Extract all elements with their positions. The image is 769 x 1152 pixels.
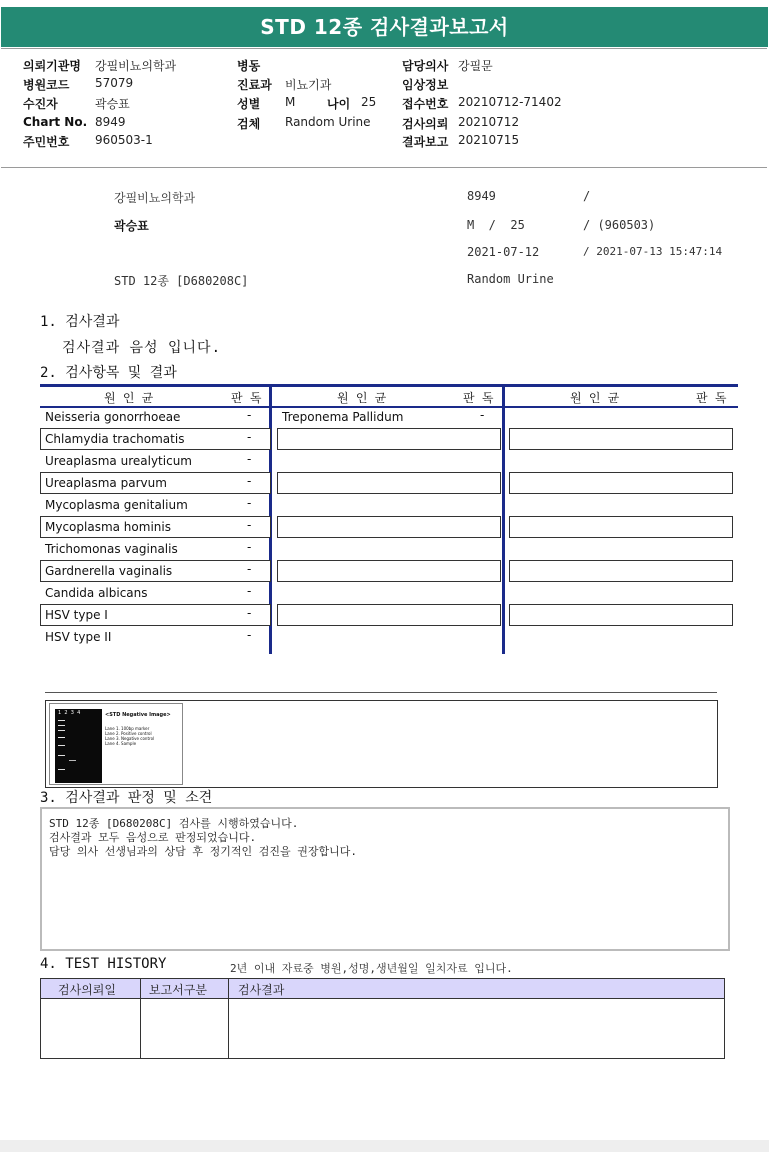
- history-note: 2년 이내 자료중 병원,성명,생년월일 일치자료 입니다.: [230, 962, 513, 975]
- organism-result: -: [247, 540, 252, 554]
- page-footer-bar: [0, 1140, 769, 1152]
- organism-name: Candida albicans: [45, 586, 148, 600]
- organism-name: Trichomonas vaginalis: [45, 542, 178, 556]
- gel-band: [58, 725, 65, 726]
- gel-caption-line: Lane 3. Negative control: [105, 736, 155, 741]
- history-header-row: [41, 979, 724, 999]
- specimen-value: Random Urine: [285, 115, 371, 129]
- organism-result: -: [247, 562, 252, 576]
- row-box: [509, 472, 733, 494]
- opinion-line: 검사결과 모두 음성으로 판정되었습니다.: [49, 831, 257, 844]
- organism-result: -: [247, 452, 252, 466]
- column-divider: [502, 384, 505, 654]
- patient-label: 수진자: [23, 97, 58, 111]
- col-organism-3: 원 인 균: [570, 391, 620, 405]
- organism-name: Chlamydia trachomatis: [45, 432, 185, 446]
- organism-name: Treponema Pallidum: [282, 410, 404, 424]
- row-box: [509, 604, 733, 626]
- history-col-result: 검사결과: [238, 983, 285, 997]
- col-organism-1: 원 인 균: [104, 391, 154, 405]
- hospital-label: 의뢰기관명: [23, 59, 81, 73]
- age-value: 25: [361, 95, 377, 109]
- gel-caption: [105, 726, 154, 746]
- patient-value: 곽승표: [95, 97, 130, 111]
- section2-heading: 2. 검사항목 및 결과: [40, 365, 177, 381]
- row-box: [509, 560, 733, 582]
- gel-band: [58, 730, 65, 731]
- row-box: [509, 428, 733, 450]
- organism-name: HSV type I: [45, 608, 108, 622]
- receipt-label: 접수번호: [402, 97, 449, 111]
- row-box: [277, 428, 501, 450]
- patient-header: [1, 48, 767, 168]
- summary-patient: 곽승표: [114, 219, 149, 233]
- row-box: [509, 516, 733, 538]
- gel-photo: [49, 703, 183, 785]
- organism-result: -: [480, 408, 485, 422]
- chart-label: Chart No.: [23, 115, 88, 129]
- request-value: 20210712: [458, 115, 520, 129]
- code-label: 병원코드: [23, 78, 70, 92]
- history-col-divider: [140, 979, 141, 1058]
- organism-result: -: [247, 584, 252, 598]
- opinion-line: 담당 의사 선생님과의 상담 후 정기적인 검진을 권장합니다.: [49, 845, 358, 858]
- report-label: 결과보고: [402, 135, 449, 149]
- sex-value: M: [285, 95, 296, 109]
- opinion-box: [40, 807, 730, 951]
- col-result-1: 판 독: [231, 391, 262, 405]
- opinion-line: STD 12종 [D680208C] 검사를 시행하였습니다.: [49, 817, 299, 830]
- summary-report-datetime: / 2021-07-13 15:47:14: [583, 245, 723, 258]
- summary-birth: / (960503): [583, 218, 656, 232]
- summary-hospital: 강필비뇨의학과: [114, 191, 196, 205]
- summary-sex-age: M / 25: [467, 218, 525, 232]
- section1-heading: 1. 검사결과: [40, 314, 120, 330]
- summary-chart: 8949: [467, 189, 496, 203]
- organism-result: -: [247, 408, 252, 422]
- id-label: 주민번호: [23, 135, 70, 149]
- gel-caption-line: Lane 1. 100bp marker: [105, 726, 150, 731]
- organism-name: Mycoplasma genitalium: [45, 498, 188, 512]
- doctor-value: 강필문: [458, 59, 493, 73]
- gel-lanes: [55, 709, 102, 783]
- row-box: [277, 604, 501, 626]
- divider-line: [45, 692, 717, 693]
- organism-name: HSV type II: [45, 630, 112, 644]
- hospital-value: 강필비뇨의학과: [95, 59, 177, 73]
- row-box: [277, 560, 501, 582]
- ward-label: 병동: [237, 59, 261, 73]
- opinion-text: [49, 817, 357, 859]
- report-title: STD 12종 검사결과보고서: [1, 7, 768, 47]
- gel-band: [58, 720, 65, 721]
- results-table-header: [40, 384, 738, 408]
- dept-label: 진료과: [237, 78, 272, 92]
- gel-caption-line: Lane 2. Positive control: [105, 731, 152, 736]
- history-col-type: 보고서구분: [149, 983, 207, 997]
- clinical-label: 임상정보: [402, 78, 449, 92]
- dept-value: 비뇨기과: [285, 78, 332, 92]
- section4-heading: 4. TEST HISTORY: [40, 956, 167, 972]
- organism-result: -: [247, 474, 252, 488]
- organism-result: -: [247, 496, 252, 510]
- id-value: 960503-1: [95, 133, 153, 147]
- request-label: 검사의뢰: [402, 117, 449, 131]
- col-organism-2: 원 인 균: [337, 391, 387, 405]
- summary-specimen: Random Urine: [467, 272, 554, 286]
- organism-result: -: [247, 430, 252, 444]
- gel-band: [58, 737, 65, 738]
- row-box: [277, 516, 501, 538]
- row-box: [277, 472, 501, 494]
- col-result-3: 판 독: [696, 391, 727, 405]
- section3-heading: 3. 검사결과 판정 및 소견: [40, 790, 213, 806]
- organism-result: -: [247, 628, 252, 642]
- report-value: 20210715: [458, 133, 520, 147]
- code-value: 57079: [95, 76, 134, 90]
- gel-caption-line: Lane 4. Sample: [105, 741, 137, 746]
- gel-band: [58, 745, 65, 746]
- gel-image-frame: [45, 700, 718, 788]
- section1-text: 검사결과 음성 입니다.: [62, 340, 222, 356]
- gel-band: [58, 769, 65, 770]
- summary-test-name: STD 12종 [D680208C]: [114, 274, 249, 288]
- sex-label: 성별: [237, 97, 261, 111]
- doctor-label: 담당의사: [402, 59, 449, 73]
- lane-numbers: 1 2 3 4: [58, 710, 81, 716]
- chart-value: 8949: [95, 115, 126, 129]
- organism-name: Ureaplasma parvum: [45, 476, 167, 490]
- age-label: 나이: [327, 97, 351, 111]
- gel-band: [58, 755, 65, 756]
- summary-slash: /: [583, 189, 591, 203]
- receipt-value: 20210712-71402: [458, 95, 562, 109]
- organism-name: Gardnerella vaginalis: [45, 564, 173, 578]
- organism-result: -: [247, 518, 252, 532]
- history-col-divider: [228, 979, 229, 1058]
- organism-name: Ureaplasma urealyticum: [45, 454, 192, 468]
- gel-caption-title: <STD Negative Image>: [105, 712, 171, 718]
- history-col-date: 검사의뢰일: [58, 983, 116, 997]
- organism-name: Neisseria gonorrhoeae: [45, 410, 181, 424]
- col-result-2: 판 독: [463, 391, 494, 405]
- organism-name: Mycoplasma hominis: [45, 520, 171, 534]
- summary-request-date: 2021-07-12: [467, 245, 540, 259]
- gel-band: [69, 760, 76, 761]
- history-table: [40, 978, 725, 1059]
- specimen-label: 검체: [237, 117, 261, 131]
- organism-result: -: [247, 606, 252, 620]
